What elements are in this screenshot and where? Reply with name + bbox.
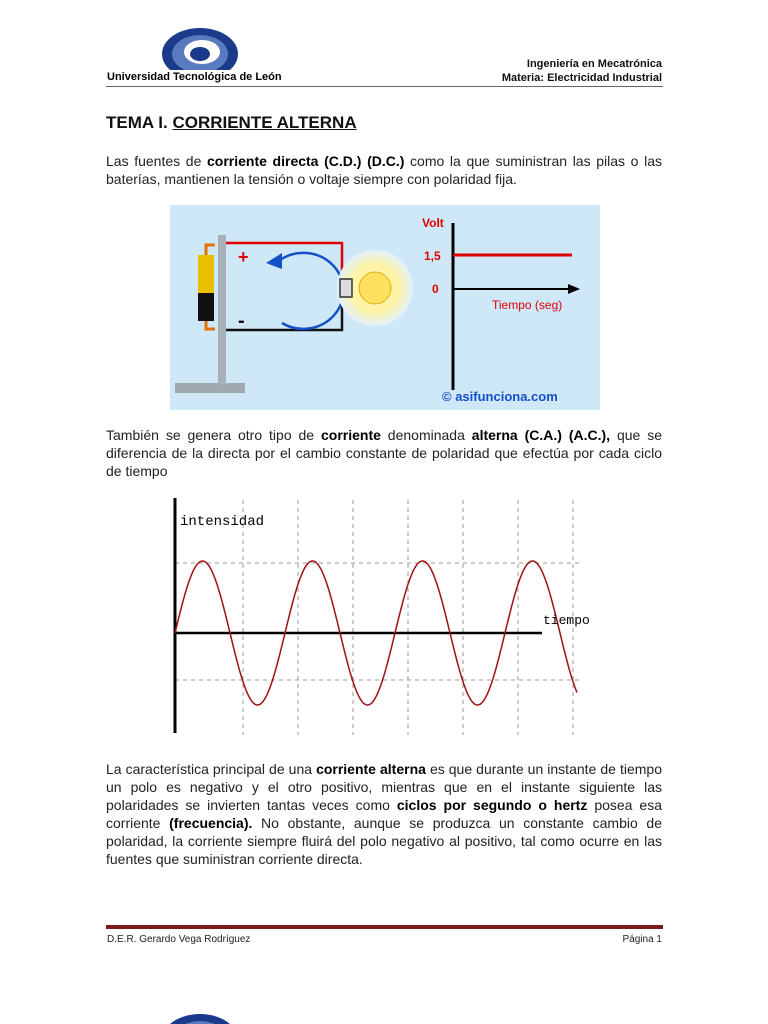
credit-text: © asifunciona.com: [442, 389, 558, 404]
header-divider: [106, 86, 663, 87]
time-label: Tiempo (seg): [492, 298, 563, 312]
title-prefix: TEMA I.: [106, 113, 173, 132]
footer-author: D.E.R. Gerardo Vega Rodríguez: [107, 934, 251, 945]
p1-bold-1: corriente directa (C.D.) (D.C.): [207, 153, 405, 169]
p3-text-2: es que durante un instante de tiempo un polo es negativo y el otro positivo, mientras que en el instante siguiente las polaridades se invierten tantas veces como: [106, 761, 662, 813]
page-title: [106, 113, 357, 133]
university-name: Universidad Tecnológica de León: [107, 71, 282, 83]
footer-divider: [106, 925, 663, 929]
v0-label: 0: [432, 282, 439, 296]
subject-name: Materia: Electricidad Industrial: [501, 72, 662, 84]
paragraph-ac: [106, 426, 662, 480]
p3-text-4: No obstante, aunque se produzca un constante cambio de polaridad, la corriente siempre fluirá del polo negativo al positivo, tal como ocurre en las fuentes que suministran corriente directa.: [106, 815, 662, 867]
university-logo: [160, 20, 240, 70]
p3-text-1: La característica principal de una: [106, 761, 317, 777]
minus-sign: -: [238, 310, 245, 332]
p3-text-3: posea esa corriente: [106, 797, 663, 831]
dc-circuit-figure: [170, 205, 600, 410]
p2-text-3: que se diferencia de la directa por el cambio constante de polaridad que efectúa por cada ciclo de tiempo: [106, 427, 662, 479]
p3-bold-2: ciclos por segundo o hertz: [396, 797, 588, 813]
v15-label: 1,5: [424, 249, 441, 263]
p1-text-1: Las fuentes de: [106, 153, 207, 169]
p2-bold-2: alterna (C.A.) (A.C.),: [471, 427, 611, 443]
p2-bold-1: corriente: [320, 427, 381, 443]
header-right: [502, 57, 662, 85]
p3-bold-1: corriente alterna: [316, 761, 426, 777]
p2-text-1: También se genera otro tipo de: [106, 427, 321, 443]
p2-text-2: denominada: [380, 427, 472, 443]
paragraph-dc: [106, 152, 662, 188]
title-topic: CORRIENTE ALTERNA: [172, 113, 357, 132]
paragraph-ac-characteristics: [106, 760, 662, 868]
footer-page-number: Página 1: [622, 934, 662, 945]
x-axis-label: tiempo: [543, 613, 590, 628]
p3-bold-3: (frecuencia).: [169, 815, 253, 831]
ac-wave-figure: [170, 495, 600, 745]
y-axis-label: intensidad: [180, 514, 265, 530]
career-name: Ingeniería en Mecatrónica: [526, 58, 662, 70]
volt-label: Volt: [422, 216, 444, 230]
plus-sign: +: [238, 247, 249, 267]
p1-text-2: como la que suministran las pilas o las baterías, mantienen la tensión o voltaje siempre con polaridad fija.: [106, 153, 662, 187]
next-page-logo: [160, 1010, 240, 1024]
